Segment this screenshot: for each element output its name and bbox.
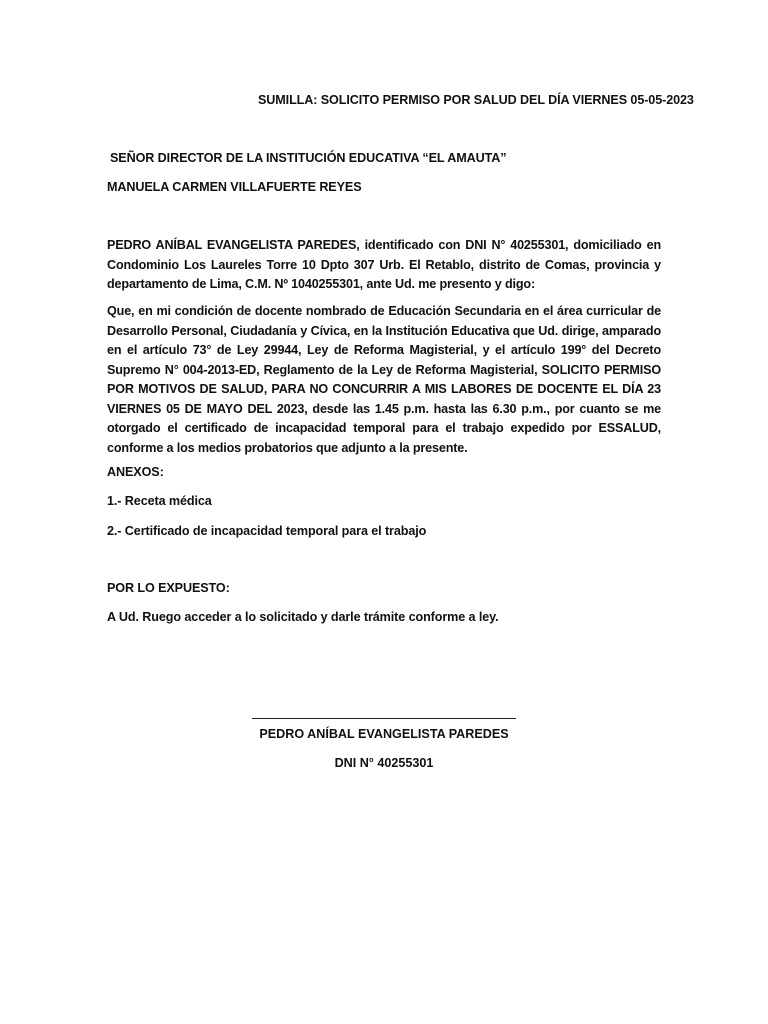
request-paragraph: Que, en mi condición de docente nombrado de Educación Secundaria en el área curricular de Desarrollo Personal, Ciudadanía y Cívica, en la Institución Educativa que Ud. dirige, amparado en el artículo 73° de Ley 29944, Ley de Reforma Magisterial, y el artículo 199° del Decreto Supremo N° 004-2013-ED, Reglamento de la Ley de Reforma Magisterial, SOLICITO PERMISO POR MOTIVOS DE SALUD, PARA NO CONCURRIR A MIS LABORES DE DOCENTE EL DÍA 23 VIERNES 05 DE MAYO DEL 2023, desde las 1.45 p.m. hasta las 6.30 p.m., por cuanto se me otorgado el certificado de incapacidad temporal para el trabajo expedido por ESSALUD, conforme a los medios probatorios que adjunto a la presente. [107, 304, 661, 455]
addressee-line: SEÑOR DIRECTOR DE LA INSTITUCIÓN EDUCATIVA “EL AMAUTA” [110, 151, 507, 165]
introduction-paragraph: PEDRO ANÍBAL EVANGELISTA PAREDES, identificado con DNI N° 40255301, domiciliado en Condominio Los Laureles Torre 10 Dpto 307 Urb. El Retablo, distrito de Comas, provincia y departamento de Lima, C.M. Nº 1040255301, ante Ud. me presento y digo: [107, 238, 661, 291]
por-lo-expuesto-heading: POR LO EXPUESTO: [107, 581, 230, 595]
signature-line [252, 718, 516, 719]
annex-item: 2.- Certificado de incapacidad temporal para el trabajo [107, 524, 427, 538]
signer-dni: DNI N° 40255301 [334, 756, 434, 770]
recipient-name: MANUELA CARMEN VILLAFUERTE REYES [107, 180, 362, 194]
annexes-title: ANEXOS: [107, 465, 164, 479]
sumilla-heading: SUMILLA: SOLICITO PERMISO POR SALUD DEL DÍA VIERNES 05-05-2023 [258, 93, 694, 107]
signer-name: PEDRO ANÍBAL EVANGELISTA PAREDES [259, 727, 509, 741]
closing-request: A Ud. Ruego acceder a lo solicitado y darle trámite conforme a ley. [107, 610, 499, 624]
annex-item: 1.- Receta médica [107, 494, 212, 508]
